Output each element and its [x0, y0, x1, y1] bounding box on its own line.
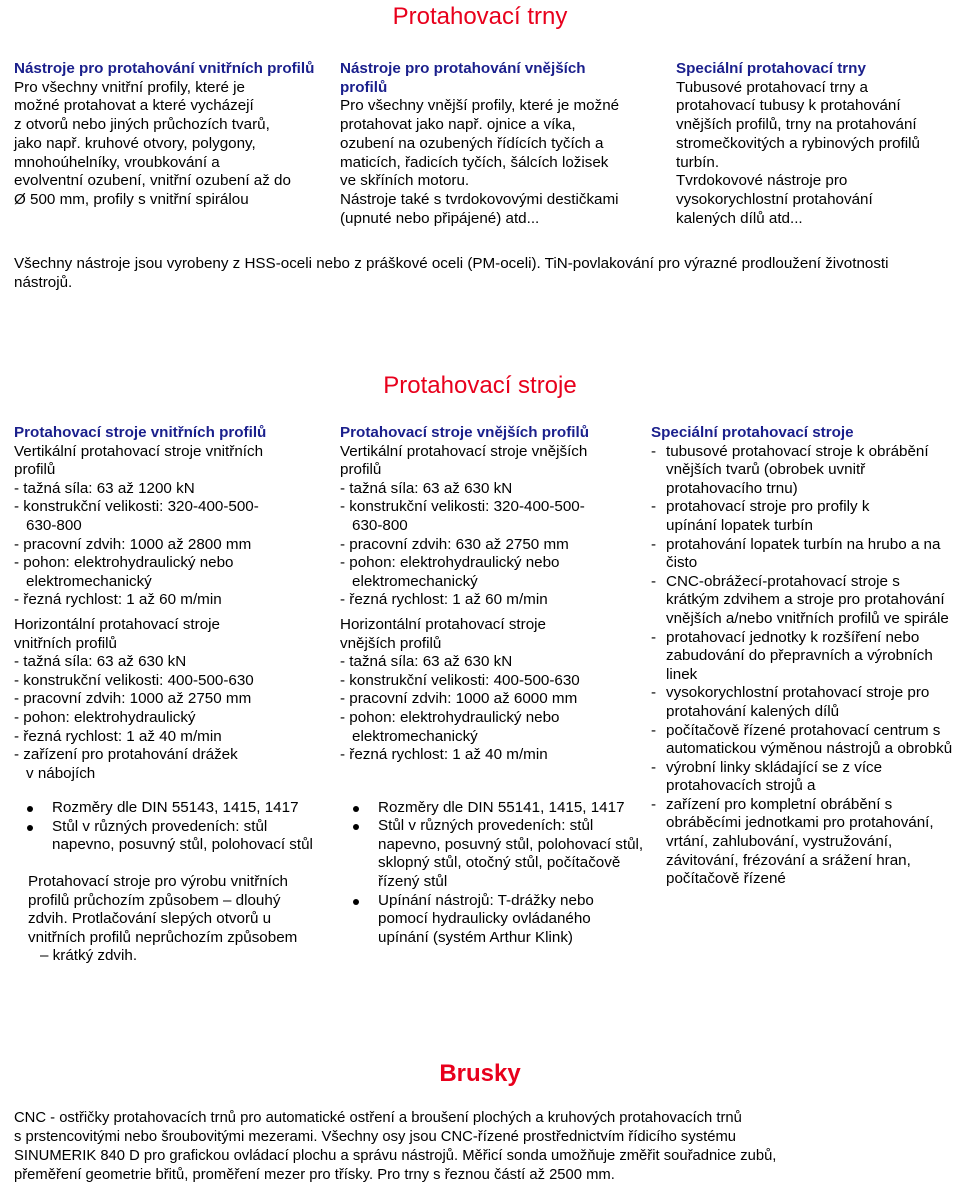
text-line: SINUMERIK 840 D pro grafickou ovládací plochu a správu nástrojů. Měřicí sonda umožňuje změřit souřadnice zubů, [14, 1148, 777, 1164]
machines-external-heading: Protahovací stroje vnějších profilů [340, 424, 589, 441]
broach-col-external-heading: Nástroje pro protahování vnějších profilů [340, 60, 586, 96]
spec-line: - tažná síla: 63 až 630 kN [14, 653, 187, 671]
text-line: ozubení na ozubených řídících tyčích a [340, 134, 604, 152]
broach-col-internal-heading: Nástroje pro protahování vnitřních profilů [14, 60, 315, 77]
text-line: ve skříních motoru. [340, 172, 470, 190]
spec-line: - tažná síla: 63 až 1200 kN [14, 479, 195, 497]
machines-internal-heading: Protahovací stroje vnitřních profilů [14, 424, 267, 441]
spec-line: elektromechanický [26, 572, 152, 590]
spec-line: - řezná rychlost: 1 až 40 m/min [14, 727, 222, 745]
vertical-title: profilů [14, 461, 56, 479]
spec-line: - pohon: elektrohydraulický nebo [340, 554, 560, 572]
text-line: Tubusové protahovací trny a [676, 78, 868, 96]
broach-col-internal [14, 60, 319, 210]
list-item: - vysokorychlostní protahovací stroje pro protahování kalených dílů [651, 684, 946, 721]
spec-line: elektromechanický [352, 572, 478, 590]
list-item: - tubusové protahovací stroje k obrábění vnějších tvarů (obrobek uvnitř protahovacího trnu) [651, 443, 951, 499]
spec-line: - pohon: elektrohydraulický nebo [14, 554, 234, 572]
machines-col-internal [14, 424, 329, 966]
list-item: Rozměry dle DIN 55143, 1415, 1417 [40, 799, 315, 818]
broach-material-note: Všechny nástroje jsou vyrobeny z HSS-oceli nebo z práškové oceli (PM-oceli). TiN-povlakování pro výrazné prodloužení životnosti nástrojů. [14, 255, 889, 291]
list-item: - počítačově řízené protahovací centrum s automatickou výměnou nástrojů a obrobků [651, 722, 956, 759]
text-line: – krátký zdvih. [40, 947, 138, 965]
machines-internal-extra [14, 873, 329, 966]
list-item: Rozměry dle DIN 55141, 1415, 1417 [366, 799, 646, 818]
text-line: vysokorychlostní protahování [676, 190, 873, 208]
broach-col-special [676, 60, 951, 228]
text-line: kalených dílů atd... [676, 209, 803, 227]
spec-line: - tažná síla: 63 až 630 kN [340, 653, 513, 671]
text-line: Pro všechny vnější profily, které je možné [340, 97, 620, 115]
text-line: Pro všechny vnitřní profily, které je [14, 78, 245, 96]
text-line: Nástroje také s tvrdokovovými destičkami [340, 190, 619, 208]
vertical-title: Vertikální protahovací stroje vnitřních [14, 442, 264, 460]
broach-col-external [340, 60, 655, 228]
broach-col-special-text [676, 79, 951, 229]
horizontal-title: Horizontální protahovací stroje [14, 615, 220, 633]
text-line: maticích, řadicích tyčích, šálcích ložisek [340, 153, 609, 171]
spec-line: - konstrukční velikosti: 400-500-630 [340, 671, 580, 689]
text-line: Tvrdokovové nástroje pro [676, 172, 848, 190]
list-item: - CNC-obrážecí-protahovací stroje s krátkým zdvihem a stroje pro protahování vnějších a/nebo vnitřních profilů ve spirále [651, 573, 956, 629]
machines-external-bullets [366, 799, 646, 948]
spec-line: - řezná rychlost: 1 až 60 m/min [14, 591, 222, 609]
spec-line: - zařízení pro protahování drážek [14, 746, 238, 764]
broach-col-special-heading: Speciální protahovací trny [676, 60, 866, 77]
horizontal-title: vnitřních profilů [14, 634, 117, 652]
section-title-grinders: Brusky [439, 1060, 521, 1087]
list-item: - zařízení pro kompletní obrábění s obráběcími jednotkami pro protahování, vrtání, zahlubování, vystružování, závitování, frézování a srážení hran, počítačově řízené [651, 796, 960, 889]
spec-line: v nábojích [26, 764, 96, 782]
spec-line: - konstrukční velikosti: 320-400-500- [340, 498, 585, 516]
text-line: Protahovací stroje pro výrobu vnitřních [28, 873, 288, 891]
horizontal-title: vnějších profilů [340, 634, 442, 652]
list-item: Stůl v různých provedeních: stůl napevno, posuvný stůl, polohovací stůl [40, 818, 315, 855]
spec-line: - řezná rychlost: 1 až 40 m/min [340, 746, 548, 764]
machines-col-special [651, 424, 956, 889]
text-line: protahovací tubusy k protahování [676, 97, 901, 115]
spec-line: - pracovní zdvih: 1000 až 2800 mm [14, 535, 252, 553]
text-line: turbín. [676, 153, 720, 171]
grinders-text [14, 1109, 949, 1185]
machines-special-list [651, 443, 956, 889]
text-line: možné protahovat a které vycházejí [14, 97, 254, 115]
vertical-title: Vertikální protahovací stroje vnějších [340, 442, 588, 460]
list-item: - protahování lopatek turbín na hrubo a na čisto [651, 536, 960, 573]
horizontal-title: Horizontální protahovací stroje [340, 615, 546, 633]
list-item: Stůl v různých provedeních: stůl napevno, posuvný stůl, polohovací stůl, sklopný stůl, otočný stůl, počítačově řízený stůl [366, 817, 646, 891]
text-line: vnitřních profilů neprůchozím způsobem [28, 928, 298, 946]
spec-line: - pohon: elektrohydraulický [14, 708, 196, 726]
spec-line: - konstrukční velikosti: 320-400-500- [14, 498, 259, 516]
text-line: přeměření geometrie břitů, proměření mezer pro třísky. Pro trny s řeznou částí až 2500 mm. [14, 1167, 615, 1183]
machines-internal-bullets [40, 799, 315, 855]
list-item: - protahovací jednotky k rozšíření nebo zabudování do přepravních a výrobních linek [651, 629, 956, 685]
text-line: (upnuté nebo připájené) atd... [340, 209, 540, 227]
text-line: evolventní ozubení, vnitřní ozubení až do [14, 172, 291, 190]
section-title-machines: Protahovací stroje [383, 372, 577, 399]
spec-line: - konstrukční velikosti: 400-500-630 [14, 671, 254, 689]
text-line: stromečkovitých a rybinových profilů [676, 134, 920, 152]
spec-line: - pracovní zdvih: 630 až 2750 mm [340, 535, 569, 553]
broach-col-external-text [340, 97, 655, 228]
machines-col-external [340, 424, 650, 947]
text-line: Ø 500 mm, profily s vnitřní spirálou [14, 190, 249, 208]
list-item: - protahovací stroje pro profily k upínání lopatek turbín [651, 498, 896, 535]
spec-line: - pohon: elektrohydraulický nebo [340, 708, 560, 726]
machines-special-heading: Speciální protahovací stroje [651, 424, 854, 441]
text-line: jako např. kruhové otvory, polygony, [14, 134, 256, 152]
broach-col-internal-text [14, 79, 319, 210]
text-line: profilů průchozím způsobem – dlouhý [28, 891, 281, 909]
vertical-title: profilů [340, 461, 382, 479]
spec-line: - řezná rychlost: 1 až 60 m/min [340, 591, 548, 609]
text-line: z otvorů nebo jiných průchozích tvarů, [14, 116, 270, 134]
spec-line: - pracovní zdvih: 1000 až 2750 mm [14, 690, 252, 708]
list-item: Upínání nástrojů: T-drážky nebo pomocí hydraulicky ovládaného upínání (systém Arthur Klink) [366, 892, 598, 948]
spec-line: 630-800 [352, 516, 408, 534]
text-line: protahovat jako např. ojnice a víka, [340, 116, 576, 134]
spec-line: elektromechanický [352, 727, 478, 745]
section-title-broaches: Protahovací trny [392, 3, 568, 30]
spec-line: 630-800 [26, 516, 82, 534]
text-line: s prstencovitými nebo šroubovitými mezerami. Všechny osy jsou CNC-řízené prostřednictvím řídicího systému [14, 1129, 737, 1145]
spec-line: - pracovní zdvih: 1000 až 6000 mm [340, 690, 578, 708]
spec-line: - tažná síla: 63 až 630 kN [340, 479, 513, 497]
text-line: CNC - ostřičky protahovacích trnů pro automatické ostření a broušení plochých a kruhových protahovacích trnů [14, 1110, 742, 1126]
text-line: vnějších profilů, trny na protahování [676, 116, 917, 134]
list-item: - výrobní linky skládající se z více protahovacích strojů a [651, 759, 926, 796]
text-line: mnohoúhelníky, vroubkování a [14, 153, 220, 171]
text-line: zdvih. Protlačování slepých otvorů u [28, 910, 272, 928]
